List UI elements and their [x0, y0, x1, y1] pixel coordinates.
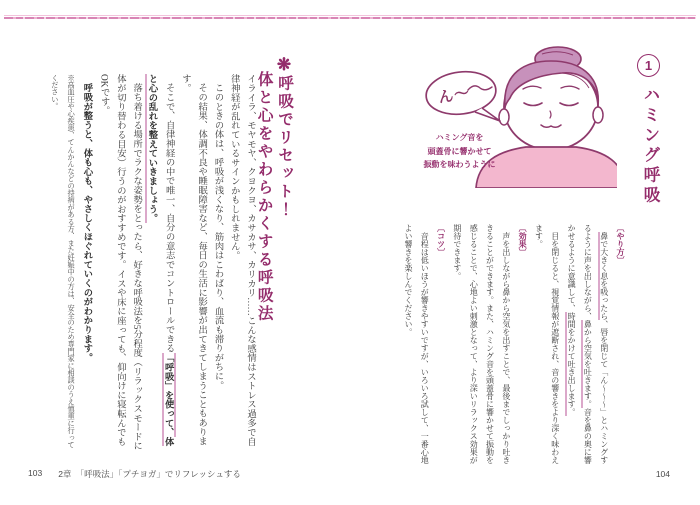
emphasized-underlined-text: 体と心の乱れを整えていきましょう。: [147, 74, 174, 447]
paragraph: 音程は低いほうが響きやすいですが、いろいろ試して、一番心地よい響きを楽しんでください。: [403, 224, 430, 464]
page-number: 103: [28, 468, 43, 478]
technique-title: ハミング呼吸: [641, 86, 659, 206]
left-page-footer: [28, 468, 241, 480]
emphasized-text: 時間をかけて吐き出します。: [567, 312, 577, 416]
paragraph: 声を出しながら鼻から空気を出すことで、最後までしっかり吐ききることができます。また、ハミング音を頭蓋骨に響かせて振動を感じることで、心地よい刺激となって、より深いリラックス効果が期待できます。: [452, 224, 511, 464]
section-label-howto: 〔やり方〕: [616, 224, 625, 264]
text-segment: 音を鼻の奥に響かせるように意識して、: [567, 224, 593, 464]
flower-mark-icon: ❋: [275, 55, 294, 75]
paragraph: [144, 74, 177, 451]
paragraph: 目を閉じると、視覚情報が遮断され、音の響きをより深く味わえます。: [534, 224, 560, 464]
page-number: 104: [655, 469, 670, 479]
paragraph: その結果、体調不良や睡眠障害など、毎日の生活に影響が出てきてしまうこともあります。: [179, 74, 207, 446]
heading-line-1: [274, 55, 295, 355]
bold-paragraph: 呼吸が整うと、体も心も、やさしくほぐれていくのがわかります。: [82, 83, 93, 363]
emphasized-text: 鼻で大きく息を吸ったら: [599, 232, 609, 320]
heading-text-1: 呼吸でリセット！: [276, 75, 293, 219]
illustration-caption: [402, 131, 517, 172]
text-segment: 、唇を閉じて「ん〜〜〜」とハミングするように声を出しながら、: [583, 224, 609, 464]
caption-line: 振動を味わうように: [423, 160, 496, 170]
speech-bubble-text: ん〜: [436, 84, 472, 107]
section-label-effect: 〔効果〕: [518, 224, 528, 256]
paragraph: [563, 224, 612, 464]
right-page-body: [396, 224, 628, 464]
left-page-body: [42, 74, 258, 451]
caution-footnote: ※高血圧や心疾患、てんかんなどの持病がある方、また妊娠中の方は、安全のため専門家に相談のうえ慎重に行ってください。: [50, 74, 76, 449]
chapter-title: 2章 「呼吸法」「プチヨガ」でリフレッシュする: [58, 469, 241, 479]
heading-line-2: 体と心をやわらかくする呼吸法: [255, 70, 273, 323]
paragraph: イライラ、モヤモヤ、クヨクヨ、カサカサ、カリカリ……こんな感情はストレス過多で自律神経が乱れているサインかもしれません。: [228, 74, 255, 446]
caption-line: 頭蓋骨に響かせて: [427, 146, 492, 156]
decorative-top-border: [4, 15, 696, 20]
emphasized-text: 鼻から空気を吐きます。: [583, 320, 593, 408]
right-page-footer: [656, 469, 670, 479]
text-segment: そこで、自律神経の中で唯一、自分の意志でコントロールできる: [163, 83, 174, 353]
section-label-tips: 〔コツ〕: [436, 224, 446, 256]
section-heading: [254, 55, 295, 355]
number-badge: 1: [637, 54, 660, 77]
paragraph: このときの体は、呼吸が浅くなり、筋肉はこわばり、血流も滞りがちに。: [212, 83, 223, 391]
paragraph: 落ち着ける場所でラクな姿勢をとったら、好きな呼吸法を5分程度（リラックスモードに体が切り替わる目安）行うのがおすすめです。イスや床に座っても、仰向けに寝転んでもOKです。: [98, 74, 142, 451]
emphasized-boxed-text: 「呼吸」を使って、: [163, 353, 174, 437]
caption-line: ハミング音を: [435, 133, 484, 142]
